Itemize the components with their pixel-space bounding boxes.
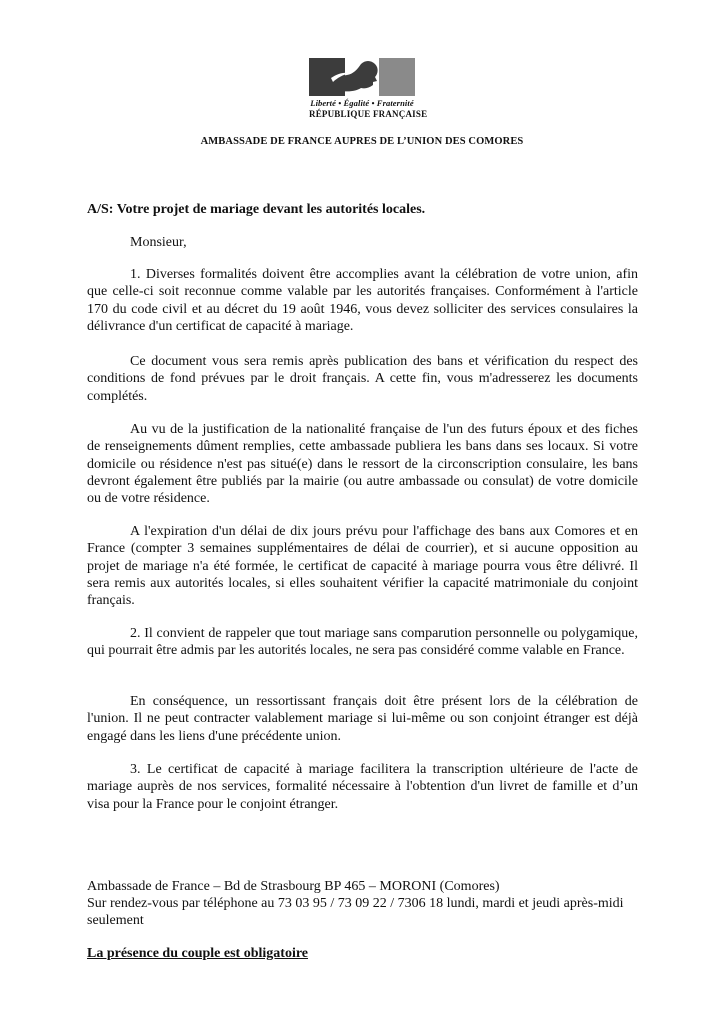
appointment-info: Sur rendez-vous par téléphone au 73 03 95 / 73 09 22 / 7306 18 lundi, mardi et jeudi après-midi seulement — [87, 896, 624, 929]
letter-salutation: Monsieur, — [130, 235, 187, 250]
embassy-address: Ambassade de France – Bd de Strasbourg BP 465 – MORONI (Comores) — [87, 879, 500, 894]
letter-subject: A/S: Votre projet de mariage devant les autorités locales. — [87, 202, 426, 217]
paragraph-text: En conséquence, un ressortissant français doit être présent lors de la célébration de l'union. Il ne peut contracter valablement mariage si lui-même ou son conjoint étranger est déjà engagé dans les liens d'une précédente union. — [87, 694, 638, 744]
paragraph-4 — [87, 523, 638, 609]
couple-presence-notice: La présence du couple est obligatoire — [87, 946, 309, 961]
paragraph-text: Ce document vous sera remis après publication des bans et vérification du respect des conditions de fond prévues par le droit français. A cette fin, vous m'adresserez les documents complétés. — [87, 354, 638, 404]
paragraph-text: 3. Le certificat de capacité à mariage facilitera la transcription ultérieure de l'acte de mariage auprès de nos services, formalité nécessaire à l'obtention d'un livret de famille et d’un visa pour la France pour le conjoint étranger. — [87, 762, 638, 812]
paragraph-7 — [87, 761, 638, 813]
paragraph-text: 2. Il convient de rappeler que tout mariage sans comparution personnelle ou polygamique, qui pourrait être admis par les autorités locales, ne sera pas considéré comme valable en France. — [87, 626, 638, 659]
embassy-header: AMBASSADE DE FRANCE AUPRES DE L’UNION DES COMORES — [200, 136, 524, 147]
paragraph-5 — [87, 625, 638, 660]
marianne-logo-icon — [309, 58, 415, 96]
paragraph-text: 1. Diverses formalités doivent être accomplies avant la célébration de votre union, afin que celle-ci soit reconnue comme valable par les autorités françaises. Conformément à l'article 170 du code civil et au décret du 19 août 1946, vous devez solliciter des services consulaires la délivrance d'un certificat de capacité à mariage. — [87, 267, 638, 334]
republique-francaise-label: RÉPUBLIQUE FRANÇAISE — [309, 109, 428, 119]
paragraph-text: Au vu de la justification de la nationalité française de l'un des futurs époux et des fiches de renseignements dûment remplies, cette ambassade publiera les bans dans ses locaux. Si votre domicile ou résidence n'est pas situé(e) dans le ressort de la circonscription consulaire, les bans devront également être publiés par la mairie (ou autre ambassade ou consulat) de votre domicile ou de votre résidence. — [87, 422, 638, 507]
paragraph-3 — [87, 421, 638, 507]
paragraph-6 — [87, 693, 638, 745]
republic-motto: Liberté • Égalité • Fraternité — [310, 98, 414, 108]
paragraph-2 — [87, 353, 638, 405]
paragraph-text: A l'expiration d'un délai de dix jours prévu pour l'affichage des bans aux Comores et en France (compter 3 semaines supplémentaires de délai de courrier), et si aucune opposition au projet de mariage n'a été formée, le certificat de capacité à mariage pourra vous être délivré. Il sera remis aux autorités locales, si elles souhaitent vérifier la capacité matrimoniale du conjoint français. — [87, 524, 638, 609]
paragraph-1 — [87, 266, 638, 335]
